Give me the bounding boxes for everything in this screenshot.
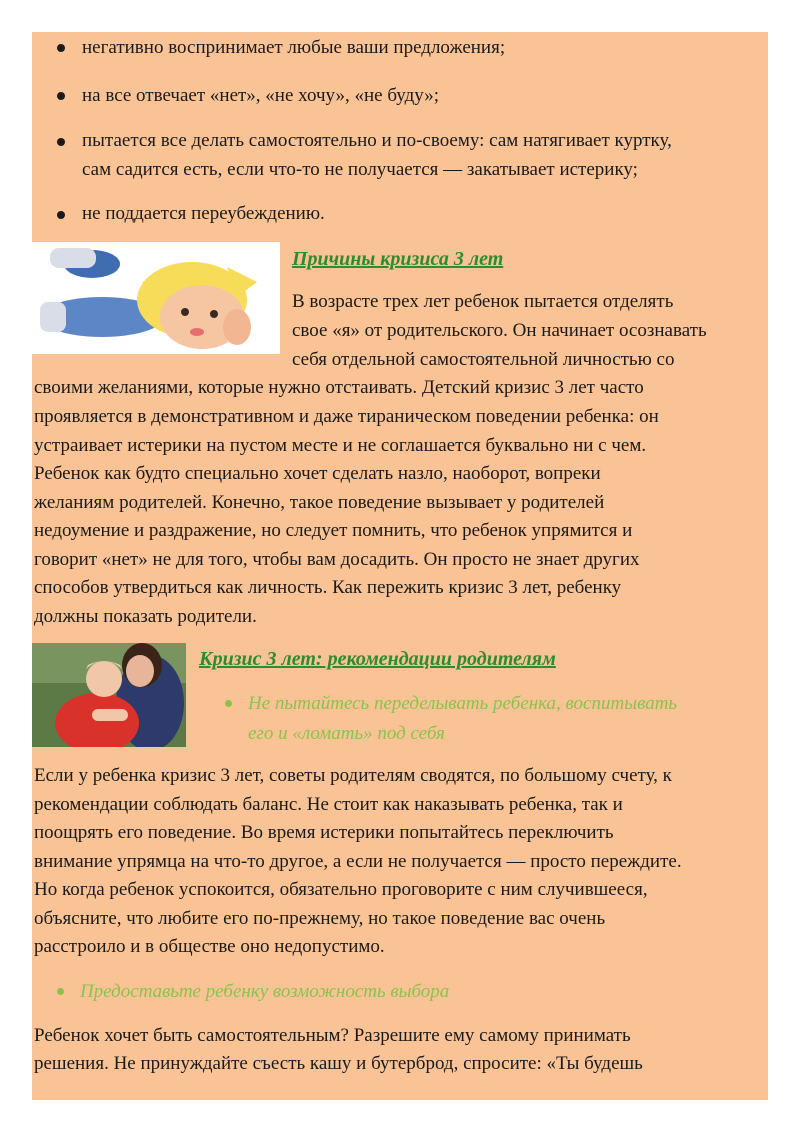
section-heading-recommendations: Кризис 3 лет: рекомендации родителям bbox=[199, 648, 556, 670]
bullet-dot bbox=[57, 138, 65, 146]
para-line: свое «я» от родительского. Он начинает осознавать bbox=[292, 320, 707, 341]
para-line: Но когда ребенок успокоится, обязательно проговорите с ним случившееся, bbox=[34, 879, 648, 900]
para-line: своими желаниями, которые нужно отстаивать. Детский кризис 3 лет часто bbox=[34, 377, 644, 398]
bullet-dot bbox=[57, 44, 65, 52]
para-line: проявляется в демонстративном и даже тираническом поведении ребенка: он bbox=[34, 406, 659, 427]
para-line: недоумение и раздражение, но следует помнить, что ребенок упрямится и bbox=[34, 520, 633, 541]
para-line: говорит «нет» не для того, чтобы вам досадить. Он просто не знает других bbox=[34, 549, 640, 570]
para-line: объясните, что любите его по-прежнему, но такое поведение вас очень bbox=[34, 908, 606, 929]
para-line: устраивает истерики на пустом месте и не соглашается буквально ни с чем. bbox=[34, 435, 647, 456]
crying-child-drawing bbox=[32, 643, 186, 747]
tip2: Предоставьте ребенку возможность выбора bbox=[80, 981, 450, 1002]
para-line: решения. Не принуждайте съесть кашу и бутерброд, спросите: «Ты будешь bbox=[34, 1053, 643, 1074]
bullet-dot bbox=[57, 92, 65, 100]
section-heading-causes: Причины кризиса 3 лет bbox=[292, 248, 504, 270]
para-line: рекомендации соблюдать баланс. Не стоит как наказывать ребенка, так и bbox=[34, 794, 623, 815]
para-line: Ребенок хочет быть самостоятельным? Разрешите ему самому принимать bbox=[34, 1025, 631, 1046]
para-line: должны показать родители. bbox=[34, 606, 257, 627]
child-lying-drawing bbox=[32, 242, 280, 354]
tip1-line1: Не пытайтесь переделывать ребенка, воспитывать bbox=[248, 693, 678, 714]
intro-bullet-3-line2: сам садится есть, если что-то не получается — закатывает истерику; bbox=[82, 159, 638, 180]
para-line: Ребенок как будто специально хочет сделать назло, наоборот, вопреки bbox=[34, 463, 601, 484]
para-line: внимание упрямца на что-то другое, а если не получается — просто переждите. bbox=[34, 851, 682, 872]
intro-bullet-3-line1: пытается все делать самостоятельно и по-своему: сам натягивает куртку, bbox=[82, 130, 672, 151]
para-line: Если у ребенка кризис 3 лет, советы родителям сводятся, по большому счету, к bbox=[34, 765, 672, 786]
tip1-line2: его и «ломать» под себя bbox=[248, 723, 445, 744]
para-line: поощрять его поведение. Во время истерики попытайтесь переключить bbox=[34, 822, 614, 843]
para-line: В возрасте трех лет ребенок пытается отделять bbox=[292, 291, 674, 312]
para-line: способов утвердиться как личность. Как пережить кризис 3 лет, ребенку bbox=[34, 577, 622, 598]
crying-child-photo bbox=[32, 643, 186, 747]
para-line: расстроило и в обществе оно недопустимо. bbox=[34, 936, 385, 957]
child-lying-illustration bbox=[32, 242, 280, 354]
tip-bullet-dot bbox=[225, 700, 232, 707]
intro-bullet-1: негативно воспринимает любые ваши предложения; bbox=[82, 37, 506, 58]
intro-bullet-2: на все отвечает «нет», «не хочу», «не буду»; bbox=[82, 85, 439, 106]
tip-bullet-dot bbox=[57, 988, 64, 995]
para-line: себя отдельной самостоятельной личностью со bbox=[292, 349, 675, 370]
bullet-dot bbox=[57, 211, 65, 219]
intro-bullet-4: не поддается переубеждению. bbox=[82, 203, 325, 224]
para-line: желаниям родителей. Конечно, такое поведение вызывает у родителей bbox=[34, 492, 605, 513]
